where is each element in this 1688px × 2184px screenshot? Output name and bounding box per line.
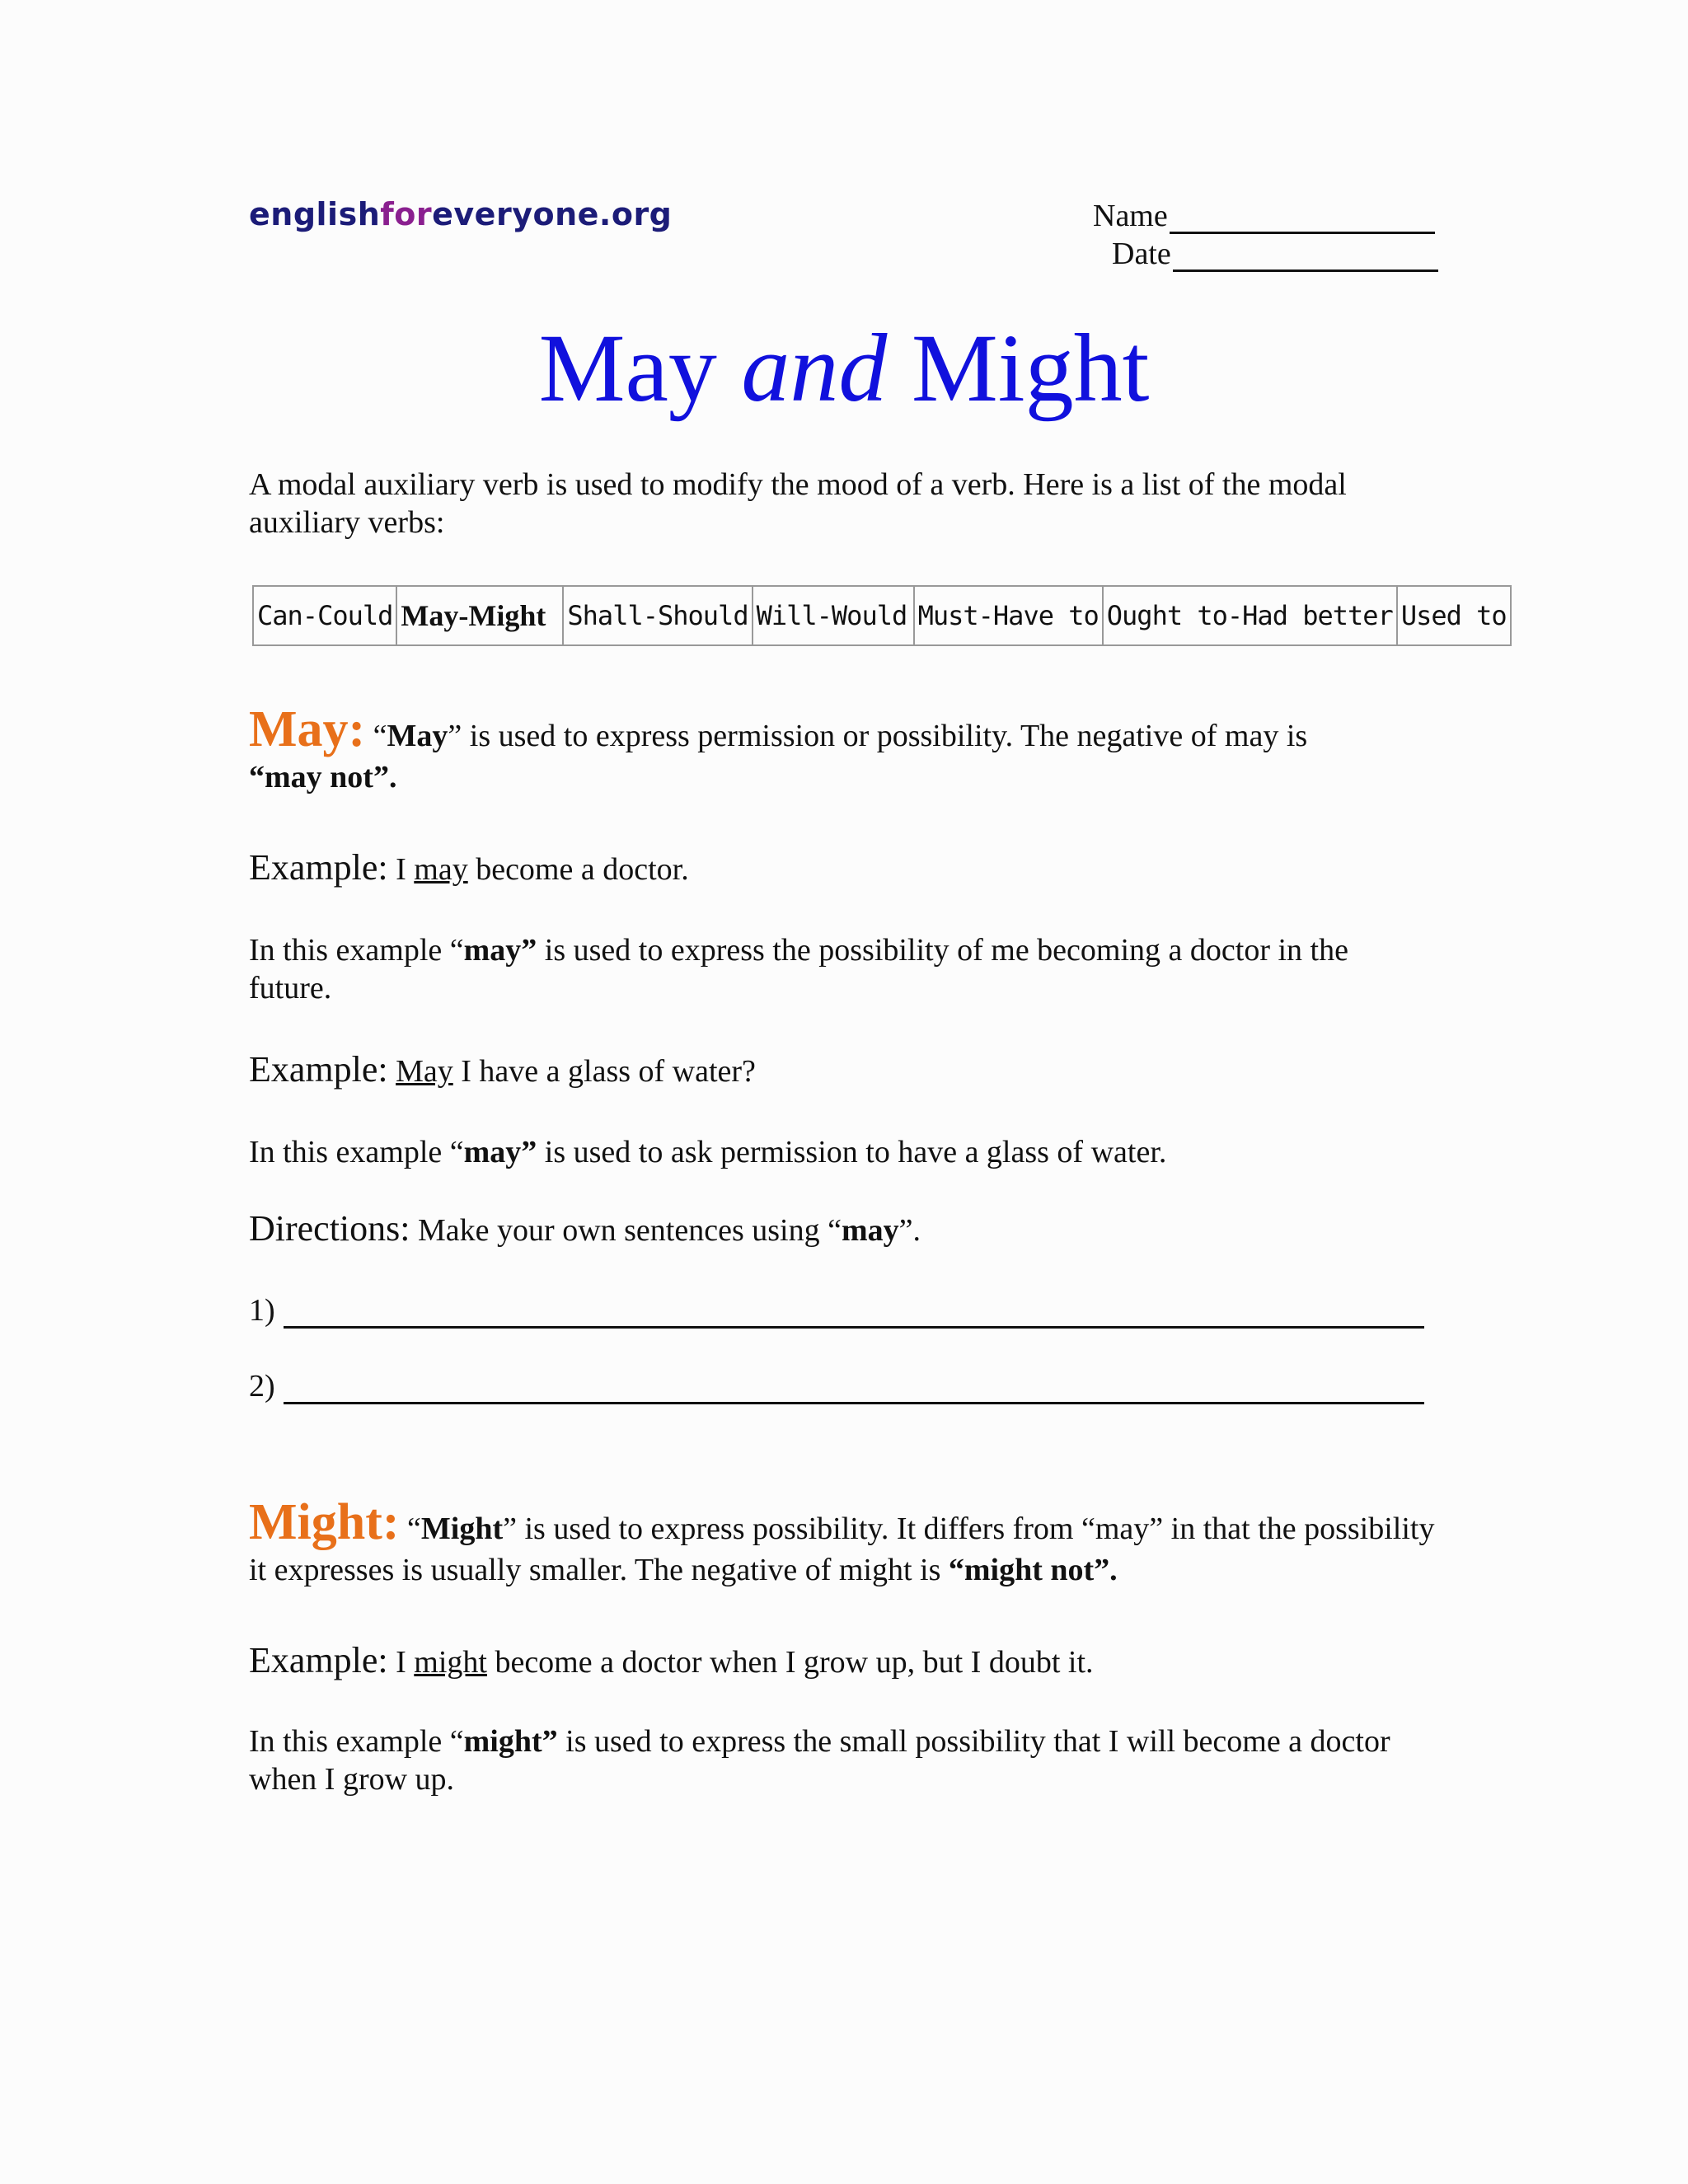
might-example [249, 1642, 1436, 1681]
date-blank-line[interactable] [1173, 240, 1438, 272]
name-field[interactable] [1093, 198, 1435, 234]
table-row [253, 586, 1511, 645]
table-cell: Can-Could [253, 586, 396, 645]
may-definition [249, 701, 1436, 798]
may-explanation-2 [249, 1133, 1436, 1171]
example-label: Example: [249, 1640, 388, 1680]
name-blank-line[interactable] [1170, 202, 1435, 234]
page-title [0, 315, 1688, 422]
title-word-might: Might [911, 314, 1150, 422]
site-logo [249, 196, 672, 232]
table-cell: Used to [1397, 586, 1511, 645]
underlined-modal: May [396, 1054, 453, 1089]
table-cell: Will-Would [753, 586, 914, 645]
bold-word: Might [420, 1511, 504, 1546]
underlined-modal: might [414, 1645, 487, 1680]
may-explanation-1 [249, 931, 1436, 1007]
answer-blank[interactable] [284, 1374, 1424, 1404]
negative-form: “might not”. [948, 1553, 1118, 1587]
explanation-text: is used to express the possibility of me becoming a doctor in the future. [249, 933, 1348, 1005]
negative-form: “may not”. [249, 760, 397, 794]
example-text: I [396, 1645, 406, 1680]
explanation-text: In this example “ [249, 1724, 464, 1759]
table-cell: May-Might [396, 586, 563, 645]
explanation-text: is used to express the small possibility that I will become a doctor when I grow up. [249, 1724, 1390, 1797]
quote-mark: “ [373, 719, 387, 753]
logo-part-everyone: everyone.org [432, 196, 673, 232]
might-explanation [249, 1722, 1436, 1798]
might-definition [249, 1494, 1436, 1591]
logo-part-for: for [380, 196, 433, 232]
date-label: Date [1112, 237, 1171, 271]
directions-text: ”. [898, 1213, 921, 1248]
example-label: Example: [249, 847, 388, 888]
may-directions [249, 1210, 1436, 1249]
definition-text: ” is used to express permission or possibility. The negative of may is [448, 719, 1308, 753]
title-word-may: May [538, 314, 717, 422]
example-text: I [396, 852, 406, 887]
may-example-2 [249, 1051, 1436, 1090]
bold-word: May [387, 719, 448, 753]
quote-mark: “ [407, 1511, 421, 1546]
example-text: I have a glass of water? [461, 1054, 756, 1089]
bold-word: may [841, 1213, 899, 1248]
answer-number: 2) [249, 1369, 275, 1404]
answer-line-2[interactable] [249, 1368, 1424, 1404]
answer-blank[interactable] [284, 1298, 1424, 1329]
explanation-text: In this example “ [249, 1135, 464, 1169]
example-label: Example: [249, 1049, 388, 1090]
may-example-1 [249, 849, 1436, 888]
might-heading: Might: [249, 1494, 400, 1550]
explanation-text: In this example “ [249, 933, 464, 968]
title-word-and: and [741, 314, 888, 422]
definition-text: ” is used to express possibility. It differs from “may” in that the possibility it expresses is usually smaller. The negative of might is [249, 1511, 1435, 1587]
explanation-text: is used to ask permission to have a glass of water. [537, 1135, 1167, 1169]
directions-label: Directions: [249, 1208, 410, 1249]
answer-number: 1) [249, 1293, 275, 1328]
modal-verbs-table [252, 585, 1512, 646]
underlined-modal: may [414, 852, 468, 887]
date-field[interactable] [1112, 236, 1438, 272]
logo-part-english: english [249, 196, 381, 232]
example-text: become a doctor when I grow up, but I doubt it. [495, 1645, 1094, 1680]
bold-word: might” [463, 1724, 558, 1759]
answer-line-1[interactable] [249, 1292, 1424, 1329]
bold-word: may” [463, 1135, 537, 1169]
example-text: become a doctor. [476, 852, 689, 887]
table-cell: Shall-Should [563, 586, 752, 645]
directions-text: Make your own sentences using “ [418, 1213, 842, 1248]
may-heading: May: [249, 701, 366, 757]
intro-paragraph: A modal auxiliary verb is used to modify the mood of a verb. Here is a list of the modal auxiliary verbs: [249, 467, 1347, 540]
bold-word: may” [463, 933, 537, 968]
name-label: Name [1093, 199, 1168, 233]
table-cell: Ought to-Had better [1103, 586, 1397, 645]
table-cell: Must-Have to [914, 586, 1103, 645]
